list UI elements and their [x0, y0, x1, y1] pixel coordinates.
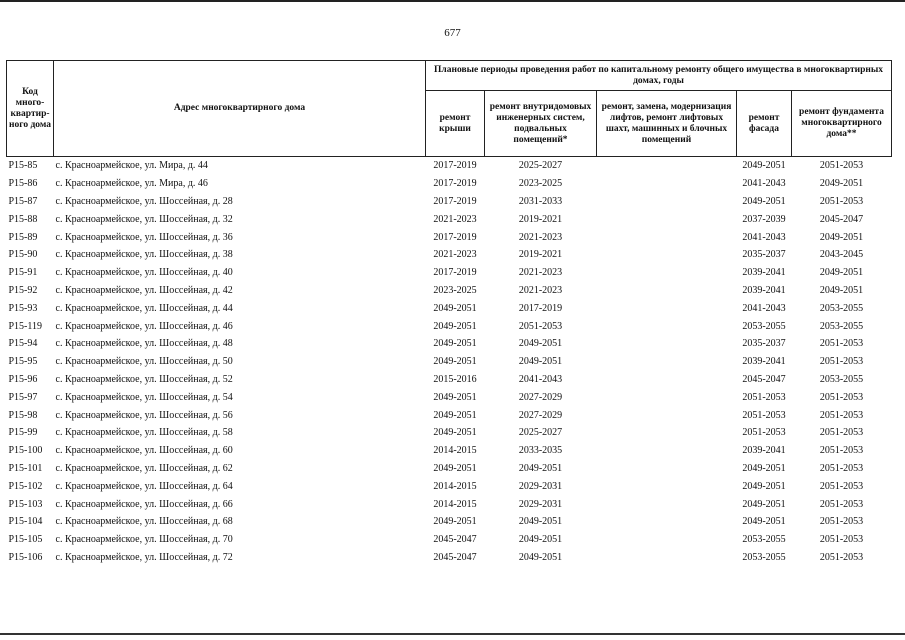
- cell-systems: 2017-2019: [518, 302, 563, 314]
- cell-code: P15-94: [8, 338, 38, 350]
- cell-foundation: 2051-2053: [819, 516, 864, 528]
- cell-address: с. Красноармейское, ул. Шоссейная, д. 56: [55, 409, 233, 421]
- cell-roof: 2017-2019: [433, 267, 477, 279]
- cell-systems: 2025-2027: [518, 160, 563, 172]
- table-row: [7, 175, 892, 193]
- table-row: [7, 531, 892, 549]
- cell-code: P15-95: [8, 356, 38, 368]
- table-row: [7, 513, 892, 531]
- cell-facade: 2053-2055: [742, 551, 786, 563]
- cell-code: P15-92: [8, 284, 38, 296]
- cell-systems: 2031-2033: [518, 195, 563, 207]
- table-row: [7, 246, 892, 264]
- cell-facade: 2039-2041: [742, 445, 786, 457]
- cell-facade: 2045-2047: [742, 373, 786, 385]
- cell-foundation: 2051-2053: [819, 160, 864, 172]
- table-row: [7, 406, 892, 424]
- cell-systems: 2049-2051: [518, 516, 563, 528]
- cell-foundation: 2053-2055: [819, 320, 864, 332]
- cell-address: с. Красноармейское, ул. Шоссейная, д. 28: [55, 195, 233, 207]
- cell-roof: 2049-2051: [433, 427, 477, 439]
- cell-lifts: [597, 246, 737, 264]
- cell-roof: 2049-2051: [433, 516, 477, 528]
- cell-address: с. Красноармейское, ул. Шоссейная, д. 36: [55, 231, 233, 243]
- cell-systems: 2049-2051: [518, 551, 563, 563]
- top-divider: [0, 0, 905, 2]
- cell-lifts: [597, 442, 737, 460]
- cell-address: с. Красноармейское, ул. Шоссейная, д. 40: [55, 267, 233, 279]
- cell-systems: 2027-2029: [518, 409, 563, 421]
- cell-foundation: 2051-2053: [819, 445, 864, 457]
- cell-roof: 2014-2015: [433, 498, 477, 510]
- table-row: [7, 477, 892, 495]
- cell-address: с. Красноармейское, ул. Шоссейная, д. 38: [55, 249, 233, 261]
- cell-code: P15-100: [8, 445, 43, 457]
- cell-code: P15-104: [8, 516, 43, 528]
- table-row: [7, 549, 892, 567]
- cell-lifts: [597, 317, 737, 335]
- cell-address: с. Красноармейское, ул. Шоссейная, д. 54: [55, 391, 233, 403]
- cell-roof: 2045-2047: [433, 534, 477, 546]
- cell-lifts: [597, 406, 737, 424]
- cell-facade: 2049-2051: [742, 480, 786, 492]
- cell-code: P15-101: [8, 462, 43, 474]
- cell-address: с. Красноармейское, ул. Шоссейная, д. 44: [55, 302, 233, 314]
- table-row: [7, 210, 892, 228]
- cell-roof: 2023-2025: [433, 284, 477, 296]
- cell-foundation: 2049-2051: [819, 267, 864, 279]
- cell-facade: 2035-2037: [742, 249, 786, 261]
- cell-code: P15-119: [8, 320, 43, 332]
- cell-lifts: [597, 157, 737, 175]
- cell-lifts: [597, 228, 737, 246]
- cell-address: с. Красноармейское, ул. Шоссейная, д. 70: [55, 534, 233, 546]
- cell-foundation: 2051-2053: [819, 551, 864, 563]
- table-row: [7, 460, 892, 478]
- cell-roof: 2049-2051: [433, 338, 477, 350]
- cell-facade: 2051-2053: [742, 409, 786, 421]
- cell-code: P15-98: [8, 409, 38, 421]
- cell-facade: 2041-2043: [742, 178, 786, 190]
- cell-lifts: [597, 282, 737, 300]
- cell-foundation: 2051-2053: [819, 498, 864, 510]
- cell-address: с. Красноармейское, ул. Шоссейная, д. 64: [55, 480, 233, 492]
- table-row: [7, 299, 892, 317]
- cell-lifts: [597, 460, 737, 478]
- cell-roof: 2049-2051: [433, 409, 477, 421]
- table-row: [7, 193, 892, 211]
- cell-address: с. Красноармейское, ул. Шоссейная, д. 48: [55, 338, 233, 350]
- cell-systems: 2021-2023: [518, 267, 563, 279]
- cell-lifts: [597, 424, 737, 442]
- cell-lifts: [597, 299, 737, 317]
- cell-foundation: 2053-2055: [819, 302, 864, 314]
- cell-roof: 2014-2015: [433, 445, 477, 457]
- cell-foundation: 2051-2053: [819, 356, 864, 368]
- cell-systems: 2019-2021: [518, 249, 563, 261]
- cell-roof: 2021-2023: [433, 249, 477, 261]
- header-lifts: ремонт, замена, модернизация лифтов, ремонт лифтовых шахт, машинных и блочных помещений: [597, 91, 737, 157]
- cell-code: P15-86: [8, 178, 38, 190]
- cell-code: P15-96: [8, 373, 38, 385]
- cell-facade: 2051-2053: [742, 427, 786, 439]
- cell-systems: 2029-2031: [518, 480, 563, 492]
- header-facade: ремонт фасада: [737, 91, 792, 157]
- cell-lifts: [597, 210, 737, 228]
- cell-roof: 2049-2051: [433, 302, 477, 314]
- cell-code: P15-88: [8, 213, 38, 225]
- cell-facade: 2049-2051: [742, 498, 786, 510]
- cell-address: с. Красноармейское, ул. Шоссейная, д. 60: [55, 445, 233, 457]
- cell-address: с. Красноармейское, ул. Мира, д. 44: [55, 160, 208, 172]
- header-periods: Плановые периоды проведения работ по капитальному ремонту общего имущества в многоквартирных домах, годы: [426, 61, 892, 91]
- cell-facade: 2039-2041: [742, 267, 786, 279]
- page-number: 677: [444, 27, 461, 39]
- cell-lifts: [597, 335, 737, 353]
- table-row: [7, 228, 892, 246]
- cell-address: с. Красноармейское, ул. Шоссейная, д. 62: [55, 462, 233, 474]
- cell-address: с. Красноармейское, ул. Шоссейная, д. 42: [55, 284, 233, 296]
- cell-systems: 2019-2021: [518, 213, 563, 225]
- cell-code: P15-105: [8, 534, 43, 546]
- bottom-divider: [0, 633, 905, 635]
- cell-roof: 2049-2051: [433, 462, 477, 474]
- cell-foundation: 2051-2053: [819, 462, 864, 474]
- table-row: [7, 442, 892, 460]
- cell-lifts: [597, 388, 737, 406]
- cell-systems: 2033-2035: [518, 445, 563, 457]
- cell-foundation: 2051-2053: [819, 195, 864, 207]
- cell-code: P15-99: [8, 427, 38, 439]
- table-row: [7, 495, 892, 513]
- cell-systems: 2049-2051: [518, 338, 563, 350]
- cell-foundation: 2051-2053: [819, 534, 864, 546]
- cell-roof: 2021-2023: [433, 213, 477, 225]
- cell-systems: 2041-2043: [518, 373, 563, 385]
- table-header: [7, 61, 892, 157]
- table-row: [7, 371, 892, 389]
- cell-systems: 2051-2053: [518, 320, 563, 332]
- cell-systems: 2049-2051: [518, 462, 563, 474]
- cell-lifts: [597, 531, 737, 549]
- cell-systems: 2021-2023: [518, 231, 563, 243]
- cell-lifts: [597, 175, 737, 193]
- cell-facade: 2053-2055: [742, 320, 786, 332]
- cell-facade: 2049-2051: [742, 462, 786, 474]
- cell-address: с. Красноармейское, ул. Шоссейная, д. 32: [55, 213, 233, 225]
- cell-systems: 2029-2031: [518, 498, 563, 510]
- cell-foundation: 2043-2045: [819, 249, 864, 261]
- table-row: [7, 335, 892, 353]
- cell-roof: 2049-2051: [433, 356, 477, 368]
- cell-lifts: [597, 495, 737, 513]
- cell-foundation: 2045-2047: [819, 213, 864, 225]
- cell-lifts: [597, 264, 737, 282]
- cell-foundation: 2049-2051: [819, 178, 864, 190]
- cell-code: P15-87: [8, 195, 38, 207]
- cell-roof: 2015-2016: [433, 373, 477, 385]
- cell-foundation: 2049-2051: [819, 284, 864, 296]
- cell-systems: 2027-2029: [518, 391, 563, 403]
- cell-roof: 2017-2019: [433, 195, 477, 207]
- header-code: Код много-квартир-ного дома: [7, 61, 54, 157]
- table-row: [7, 317, 892, 335]
- cell-foundation: 2051-2053: [819, 480, 864, 492]
- header-address: Адрес многоквартирного дома: [54, 61, 426, 157]
- cell-facade: 2053-2055: [742, 534, 786, 546]
- cell-foundation: 2049-2051: [819, 231, 864, 243]
- cell-code: P15-93: [8, 302, 38, 314]
- header-systems: ремонт внутридомовых инженерных систем, подвальных помещений*: [485, 91, 597, 157]
- cell-address: с. Красноармейское, ул. Шоссейная, д. 66: [55, 498, 233, 510]
- cell-foundation: 2051-2053: [819, 391, 864, 403]
- cell-foundation: 2053-2055: [819, 373, 864, 385]
- cell-facade: 2041-2043: [742, 302, 786, 314]
- cell-facade: 2035-2037: [742, 338, 786, 350]
- cell-code: P15-91: [8, 267, 38, 279]
- header-foundation: ремонт фундамента многоквартирного дома**: [792, 91, 892, 157]
- cell-code: P15-106: [8, 551, 43, 563]
- table-row: [7, 264, 892, 282]
- cell-address: с. Красноармейское, ул. Шоссейная, д. 72: [55, 551, 233, 563]
- table-row: [7, 424, 892, 442]
- cell-facade: 2049-2051: [742, 195, 786, 207]
- cell-roof: 2014-2015: [433, 480, 477, 492]
- cell-lifts: [597, 549, 737, 567]
- cell-code: P15-85: [8, 160, 38, 172]
- table-row: [7, 388, 892, 406]
- cell-foundation: 2051-2053: [819, 427, 864, 439]
- cell-facade: 2051-2053: [742, 391, 786, 403]
- table-row: [7, 282, 892, 300]
- cell-lifts: [597, 353, 737, 371]
- cell-systems: 2049-2051: [518, 534, 563, 546]
- table-body: [7, 157, 892, 567]
- cell-facade: 2049-2051: [742, 160, 786, 172]
- cell-roof: 2049-2051: [433, 391, 477, 403]
- capital-repair-table: [6, 60, 892, 566]
- table-row: [7, 157, 892, 175]
- cell-code: P15-90: [8, 249, 38, 261]
- cell-systems: 2023-2025: [518, 178, 563, 190]
- cell-roof: 2049-2051: [433, 320, 477, 332]
- header-roof: ремонт крыши: [426, 91, 485, 157]
- cell-systems: 2025-2027: [518, 427, 563, 439]
- cell-foundation: 2051-2053: [819, 409, 864, 421]
- cell-address: с. Красноармейское, ул. Мира, д. 46: [55, 178, 208, 190]
- cell-facade: 2039-2041: [742, 284, 786, 296]
- cell-facade: 2041-2043: [742, 231, 786, 243]
- cell-address: с. Красноармейское, ул. Шоссейная, д. 52: [55, 373, 233, 385]
- cell-lifts: [597, 513, 737, 531]
- cell-foundation: 2051-2053: [819, 338, 864, 350]
- cell-address: с. Красноармейское, ул. Шоссейная, д. 50: [55, 356, 233, 368]
- cell-address: с. Красноармейское, ул. Шоссейная, д. 58: [55, 427, 233, 439]
- cell-facade: 2039-2041: [742, 356, 786, 368]
- cell-lifts: [597, 193, 737, 211]
- table-row: [7, 353, 892, 371]
- cell-systems: 2049-2051: [518, 356, 563, 368]
- cell-facade: 2037-2039: [742, 213, 786, 225]
- cell-address: с. Красноармейское, ул. Шоссейная, д. 46: [55, 320, 233, 332]
- cell-roof: 2017-2019: [433, 160, 477, 172]
- cell-systems: 2021-2023: [518, 284, 563, 296]
- cell-code: P15-103: [8, 498, 43, 510]
- cell-address: с. Красноармейское, ул. Шоссейная, д. 68: [55, 516, 233, 528]
- cell-code: P15-102: [8, 480, 43, 492]
- cell-lifts: [597, 371, 737, 389]
- cell-roof: 2017-2019: [433, 231, 477, 243]
- cell-lifts: [597, 477, 737, 495]
- cell-roof: 2017-2019: [433, 178, 477, 190]
- cell-facade: 2049-2051: [742, 516, 786, 528]
- cell-code: P15-97: [8, 391, 38, 403]
- cell-roof: 2045-2047: [433, 551, 477, 563]
- cell-code: P15-89: [8, 231, 38, 243]
